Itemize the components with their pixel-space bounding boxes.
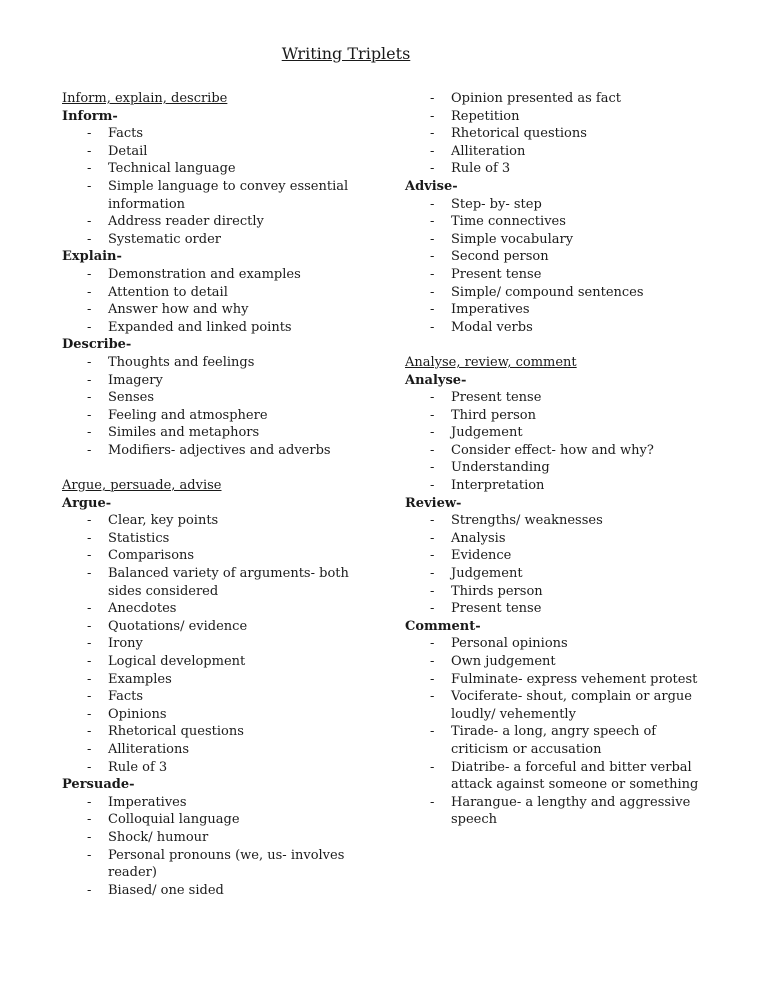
list-item-text: Personal pronouns (we, us- involves	[108, 847, 345, 863]
dash-bullet-icon: -	[430, 91, 435, 106]
list-item-text: Present tense	[451, 266, 542, 282]
dash-bullet-icon: -	[87, 812, 92, 828]
list-item	[405, 125, 705, 143]
list-item	[62, 723, 362, 741]
dash-bullet-icon: -	[87, 618, 92, 634]
list-item-text: Personal opinions	[451, 636, 568, 652]
list-item-text: Thoughts and feelings	[108, 354, 255, 370]
dash-bullet-icon: -	[430, 302, 435, 318]
list-item-text: Present tense	[451, 390, 542, 406]
dash-bullet-icon: -	[430, 636, 435, 652]
dash-bullet-icon: -	[430, 108, 435, 124]
subsection-heading: Explain-	[62, 249, 122, 265]
dash-bullet-icon: -	[430, 249, 435, 265]
list-item	[62, 530, 362, 548]
list-item	[405, 565, 705, 583]
list-item	[405, 319, 705, 337]
list-item-text: Own judgement	[451, 654, 556, 669]
spacer	[62, 459, 362, 477]
list-item	[62, 811, 362, 829]
list-item	[62, 635, 362, 653]
dash-bullet-icon: -	[430, 548, 435, 564]
list-item	[405, 459, 705, 477]
dash-bullet-icon: -	[87, 530, 92, 546]
list-item-text: Attention to detail	[108, 284, 228, 300]
list-item	[405, 284, 705, 302]
list-item-text: Irony	[108, 636, 143, 652]
list-item	[405, 160, 705, 178]
dash-bullet-icon: -	[87, 513, 92, 529]
list-item	[405, 530, 705, 548]
dash-bullet-icon: -	[87, 161, 92, 177]
dash-bullet-icon: -	[430, 689, 435, 705]
list-item-text: Opinion presented as fact	[451, 91, 621, 106]
list-item	[62, 671, 362, 689]
dash-bullet-icon: -	[87, 284, 92, 300]
dash-bullet-icon: -	[87, 654, 92, 669]
list-item-text: Third person	[451, 407, 536, 423]
list-item	[62, 706, 362, 724]
list-item-text: Similes and metaphors	[108, 425, 260, 441]
subsection-heading: Review-	[405, 495, 462, 511]
list-item-text: speech	[451, 812, 498, 828]
list-item-text: Imperatives	[108, 794, 187, 810]
dash-bullet-icon: -	[87, 354, 92, 370]
page-title: Writing Triplets	[281, 44, 411, 63]
list-item-text: Address reader directly	[108, 214, 264, 230]
list-item	[405, 442, 705, 460]
list-item-continuation	[405, 741, 705, 759]
list-item	[405, 248, 705, 266]
list-item-text: Statistics	[108, 530, 170, 546]
list-item-text: Judgement	[451, 566, 523, 582]
list-item-continuation	[405, 776, 705, 794]
dash-bullet-icon: -	[87, 724, 92, 740]
list-item	[62, 847, 362, 865]
dash-bullet-icon: -	[87, 759, 92, 775]
dash-bullet-icon: -	[87, 442, 92, 458]
list-item	[62, 231, 362, 249]
dash-bullet-icon: -	[87, 706, 92, 722]
list-item-text: sides considered	[108, 583, 219, 599]
list-item-text: Strengths/ weaknesses	[451, 513, 603, 529]
list-item-text: Analysis	[451, 530, 506, 546]
list-item-text: Second person	[451, 249, 549, 265]
list-item	[405, 90, 705, 108]
dash-bullet-icon: -	[87, 671, 92, 687]
list-item-text: Rule of 3	[451, 161, 511, 177]
dash-bullet-icon: -	[430, 460, 435, 476]
list-item	[62, 266, 362, 284]
list-item-text: Modal verbs	[451, 319, 533, 335]
list-item	[405, 196, 705, 214]
list-item	[62, 688, 362, 706]
list-item-text: Logical development	[108, 654, 246, 669]
list-item	[405, 635, 705, 653]
dash-bullet-icon: -	[430, 601, 435, 617]
dash-bullet-icon: -	[87, 214, 92, 230]
subsection-heading: Describe-	[62, 337, 132, 353]
list-item	[62, 442, 362, 460]
list-item-text: Modifiers- adjectives and adverbs	[108, 442, 331, 458]
list-item-text: Opinions	[108, 706, 167, 722]
list-item	[62, 759, 362, 777]
list-item-text: Simple language to convey essential	[108, 178, 349, 194]
list-item-text: Quotations/ evidence	[108, 618, 248, 634]
dash-bullet-icon: -	[430, 794, 435, 810]
list-item-text: Biased/ one sided	[108, 882, 224, 898]
list-item-text: Balanced variety of arguments- both	[108, 566, 349, 582]
dash-bullet-icon: -	[87, 548, 92, 564]
dash-bullet-icon: -	[87, 143, 92, 159]
dash-bullet-icon: -	[430, 284, 435, 300]
dash-bullet-icon: -	[430, 513, 435, 529]
list-item	[62, 547, 362, 565]
subsection-heading: Comment-	[405, 618, 481, 634]
list-item-text: Systematic order	[108, 231, 221, 247]
dash-bullet-icon: -	[87, 302, 92, 318]
dash-bullet-icon: -	[430, 407, 435, 423]
dash-bullet-icon: -	[430, 530, 435, 546]
list-item-text: Simple/ compound sentences	[451, 284, 644, 300]
list-item-text: Comparisons	[108, 548, 195, 564]
list-item-text: criticism or accusation	[451, 741, 602, 757]
list-item-text: Evidence	[451, 548, 512, 564]
list-item	[62, 882, 362, 900]
dash-bullet-icon: -	[430, 214, 435, 230]
list-item	[62, 354, 362, 372]
dash-bullet-icon: -	[87, 689, 92, 705]
section-heading: Analyse, review, comment	[405, 354, 577, 370]
list-item	[405, 723, 705, 741]
list-item-text: Shock/ humour	[108, 829, 209, 845]
list-item-continuation	[62, 583, 362, 601]
list-item-text: Detail	[108, 143, 148, 159]
list-item-text: Understanding	[451, 460, 550, 476]
list-item-text: Imperatives	[451, 302, 530, 318]
list-item-text: Tirade- a long, angry speech of	[451, 724, 657, 740]
list-item	[405, 407, 705, 425]
list-item-text: Feeling and atmosphere	[108, 407, 268, 423]
list-item	[405, 424, 705, 442]
list-item	[405, 389, 705, 407]
list-item-text: Fulminate- express vehement protest	[451, 671, 698, 687]
subsection-heading: Advise-	[405, 178, 458, 194]
dash-bullet-icon: -	[430, 671, 435, 687]
dash-bullet-icon: -	[87, 741, 92, 757]
dash-bullet-icon: -	[87, 178, 92, 194]
list-item	[62, 794, 362, 812]
list-item-text: Anecdotes	[108, 601, 177, 617]
right-column	[405, 90, 705, 829]
dash-bullet-icon: -	[87, 601, 92, 617]
list-item	[62, 565, 362, 583]
list-item	[62, 319, 362, 337]
list-item	[62, 301, 362, 319]
list-item	[405, 512, 705, 530]
dash-bullet-icon: -	[87, 794, 92, 810]
list-item-text: Present tense	[451, 601, 542, 617]
list-item-text: Facts	[108, 689, 144, 705]
list-item-text: Repetition	[451, 108, 520, 124]
list-item	[62, 178, 362, 196]
list-item	[62, 618, 362, 636]
dash-bullet-icon: -	[87, 636, 92, 652]
list-item	[405, 759, 705, 777]
list-item	[405, 794, 705, 812]
list-item-text: Facts	[108, 126, 144, 142]
list-item	[62, 424, 362, 442]
list-item-text: Demonstration and examples	[108, 266, 301, 282]
list-item-text: Simple vocabulary	[451, 231, 574, 247]
subsection-heading: Inform-	[62, 108, 118, 124]
list-item	[405, 477, 705, 495]
list-item-text: attack against someone or something	[451, 777, 699, 793]
list-item	[405, 688, 705, 706]
list-item	[62, 512, 362, 530]
list-item	[405, 671, 705, 689]
subsection-heading: Argue-	[62, 495, 112, 511]
list-item-text: Time connectives	[451, 214, 566, 230]
dash-bullet-icon: -	[87, 266, 92, 282]
subsection-heading: Analyse-	[405, 372, 467, 388]
list-item	[62, 284, 362, 302]
list-item	[62, 389, 362, 407]
dash-bullet-icon: -	[430, 759, 435, 775]
dash-bullet-icon: -	[430, 583, 435, 599]
list-item-text: Rhetorical questions	[108, 724, 244, 740]
dash-bullet-icon: -	[87, 829, 92, 845]
list-item	[62, 407, 362, 425]
dash-bullet-icon: -	[430, 390, 435, 406]
dash-bullet-icon: -	[430, 161, 435, 177]
list-item	[62, 143, 362, 161]
subsection-heading: Persuade-	[62, 777, 135, 793]
dash-bullet-icon: -	[430, 566, 435, 582]
list-item	[62, 372, 362, 390]
dash-bullet-icon: -	[430, 654, 435, 669]
list-item	[405, 547, 705, 565]
list-item-text: reader)	[108, 865, 157, 881]
list-item-text: Diatribe- a forceful and bitter verbal	[451, 759, 692, 775]
list-item-text: Step- by- step	[451, 196, 542, 212]
dash-bullet-icon: -	[430, 425, 435, 441]
list-item	[405, 301, 705, 319]
list-item-text: information	[108, 196, 186, 212]
list-item-text: Rule of 3	[108, 759, 168, 775]
list-item-text: Harangue- a lengthy and aggressive	[451, 794, 691, 810]
list-item-continuation	[62, 196, 362, 214]
list-item-text: loudly/ vehemently	[451, 706, 576, 722]
list-item-text: Clear, key points	[108, 513, 219, 529]
list-item	[405, 108, 705, 126]
section-heading: Argue, persuade, advise	[62, 478, 222, 494]
list-item	[405, 231, 705, 249]
dash-bullet-icon: -	[430, 319, 435, 335]
list-item	[62, 160, 362, 178]
list-item-text: Imagery	[108, 372, 163, 388]
list-item-text: Expanded and linked points	[108, 319, 292, 335]
dash-bullet-icon: -	[430, 442, 435, 458]
dash-bullet-icon: -	[430, 231, 435, 247]
list-item	[62, 213, 362, 231]
list-item-continuation	[405, 811, 705, 829]
list-item	[405, 266, 705, 284]
dash-bullet-icon: -	[430, 724, 435, 740]
list-item-text: Interpretation	[451, 478, 545, 494]
dash-bullet-icon: -	[430, 266, 435, 282]
dash-bullet-icon: -	[430, 126, 435, 142]
list-item	[405, 583, 705, 601]
list-item-text: Vociferate- shout, complain or argue	[451, 689, 692, 705]
dash-bullet-icon: -	[87, 847, 92, 863]
list-item	[62, 741, 362, 759]
list-item	[62, 653, 362, 671]
list-item-text: Alliteration	[451, 143, 526, 159]
dash-bullet-icon: -	[87, 882, 92, 898]
dash-bullet-icon: -	[430, 196, 435, 212]
list-item	[62, 125, 362, 143]
list-item-text: Examples	[108, 671, 172, 687]
list-item-text: Thirds person	[451, 583, 543, 599]
list-item-text: Senses	[108, 390, 155, 406]
list-item-text: Judgement	[451, 425, 523, 441]
dash-bullet-icon: -	[87, 425, 92, 441]
list-item-continuation	[62, 864, 362, 882]
dash-bullet-icon: -	[87, 319, 92, 335]
dash-bullet-icon: -	[87, 566, 92, 582]
list-item	[405, 143, 705, 161]
list-item-text: Answer how and why	[108, 302, 249, 318]
list-item	[405, 653, 705, 671]
dash-bullet-icon: -	[87, 407, 92, 423]
list-item-text: Alliterations	[108, 741, 189, 757]
dash-bullet-icon: -	[87, 231, 92, 247]
list-item-text: Rhetorical questions	[451, 126, 587, 142]
spacer	[405, 336, 705, 354]
dash-bullet-icon: -	[87, 372, 92, 388]
list-item-text: Colloquial language	[108, 812, 240, 828]
list-item-continuation	[405, 706, 705, 724]
list-item	[405, 600, 705, 618]
list-item	[62, 829, 362, 847]
dash-bullet-icon: -	[430, 143, 435, 159]
list-item-text: Technical language	[108, 161, 236, 177]
dash-bullet-icon: -	[87, 126, 92, 142]
left-column	[62, 90, 362, 899]
dash-bullet-icon: -	[87, 390, 92, 406]
list-item	[405, 213, 705, 231]
list-item-text: Consider effect- how and why?	[451, 442, 654, 458]
dash-bullet-icon: -	[430, 478, 435, 494]
section-heading: Inform, explain, describe	[62, 91, 228, 106]
list-item	[62, 600, 362, 618]
